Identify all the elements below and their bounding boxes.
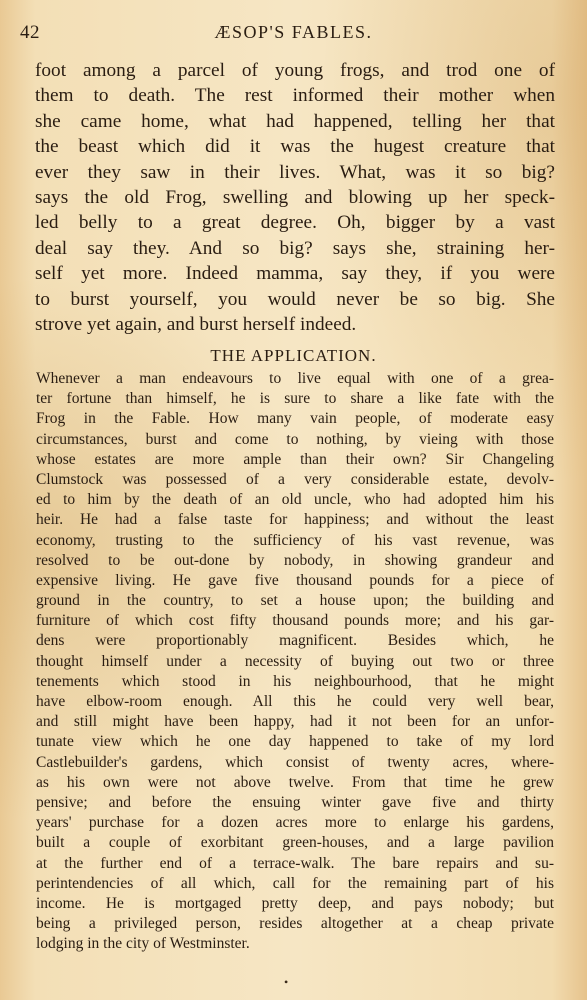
application-line: Castlebuilder's gardens, which consist of twenty acres, where- <box>36 753 554 771</box>
application-line: whose estates are more ample than their own? Sir Changeling <box>36 450 554 468</box>
application-line: pensive; and before the ensuing winter gave five and thirty <box>36 793 554 811</box>
application-line: perintendencies of all which, call for the remaining part of his <box>36 874 554 892</box>
application-line: have elbow-room enough. All this he could very well bear, <box>36 693 554 710</box>
application-line: lodging in the city of Westminster. <box>36 935 250 953</box>
fable-line: led belly to a great degree. Oh, bigger by a vast <box>35 212 555 234</box>
application-line: as his own were not above twelve. From that time he grew <box>36 773 554 791</box>
fable-line: she came home, what had happened, telling her that <box>35 110 555 132</box>
application-line: ground in the country, to set a house upon; the building and <box>36 592 554 610</box>
application-line: thought himself under a necessity of buying out two or three <box>36 652 554 670</box>
application-line: and still might have been happy, had it not been for an unfor- <box>36 713 554 731</box>
application-text <box>36 369 554 954</box>
fable-line: self yet more. Indeed mamma, say they, if you were <box>35 263 555 285</box>
fable-line: deal say they. And so big? says she, straining her- <box>35 237 555 259</box>
fable-text <box>35 58 555 337</box>
application-line: dens were proportionably magnificent. Besides which, he <box>36 632 554 650</box>
application-line: circumstances, burst and come to nothing, by vieing with those <box>36 430 554 448</box>
application-line: Whenever a man endeavours to live equal with one of a grea- <box>36 370 554 387</box>
application-line: tenements which stood in his neighbourhood, that he might <box>36 672 554 690</box>
application-line: heir. He had a false taste for happiness; and without the least <box>36 511 554 529</box>
fable-line: them to death. The rest informed their mother when <box>35 85 555 107</box>
application-line: ter fortune than himself, he is sure to share a like fate with the <box>36 390 554 408</box>
application-line: Clumstock was possessed of a very considerable estate, devolv- <box>36 470 554 488</box>
application-line: Frog in the Fable. How many vain people, of moderate easy <box>36 410 554 428</box>
fable-line: strove yet again, and burst herself indeed. <box>35 313 357 335</box>
application-line: built a couple of exorbitant green-houses, and a large pavilion <box>36 834 554 852</box>
application-line: resolved to be out-done by nobody, in showing grandeur and <box>36 551 554 569</box>
fable-line: to burst yourself, you would never be so big. She <box>35 288 555 310</box>
application-line: expensive living. He gave five thousand pounds for a piece of <box>36 571 554 589</box>
running-head: ÆSOP'S FABLES. <box>214 22 373 42</box>
fable-line: says the old Frog, swelling and blowing up her speck- <box>35 186 555 208</box>
application-line: tunate view which he one day happened to take of my lord <box>36 733 554 751</box>
application-line: economy, trusting to the sufficiency of his vast revenue, was <box>36 531 554 549</box>
application-line: years' purchase for a dozen acres more to enlarge his gardens, <box>36 814 554 832</box>
fable-line: the beast which did it was the hugest creature that <box>35 136 555 158</box>
application-line: ed to him by the death of an old uncle, who had adopted him his <box>36 491 554 509</box>
fable-line: foot among a parcel of young frogs, and trod one of <box>35 60 555 81</box>
page-header <box>0 22 587 48</box>
footer-mark: • <box>284 975 289 989</box>
fable-line: ever they saw in their lives. What, was it so big? <box>35 161 555 183</box>
page-number: 42 <box>20 22 40 43</box>
application-line: income. He is mortgaged pretty deep, and pays nobody; but <box>36 894 554 912</box>
application-line: being a privileged person, resides altogether at a cheap private <box>36 915 554 933</box>
application-line: furniture of which cost fifty thousand pounds more; and his gar- <box>36 612 554 630</box>
application-heading: THE APPLICATION. <box>210 346 377 365</box>
application-line: at the further end of a terrace-walk. The bare repairs and su- <box>36 854 554 872</box>
